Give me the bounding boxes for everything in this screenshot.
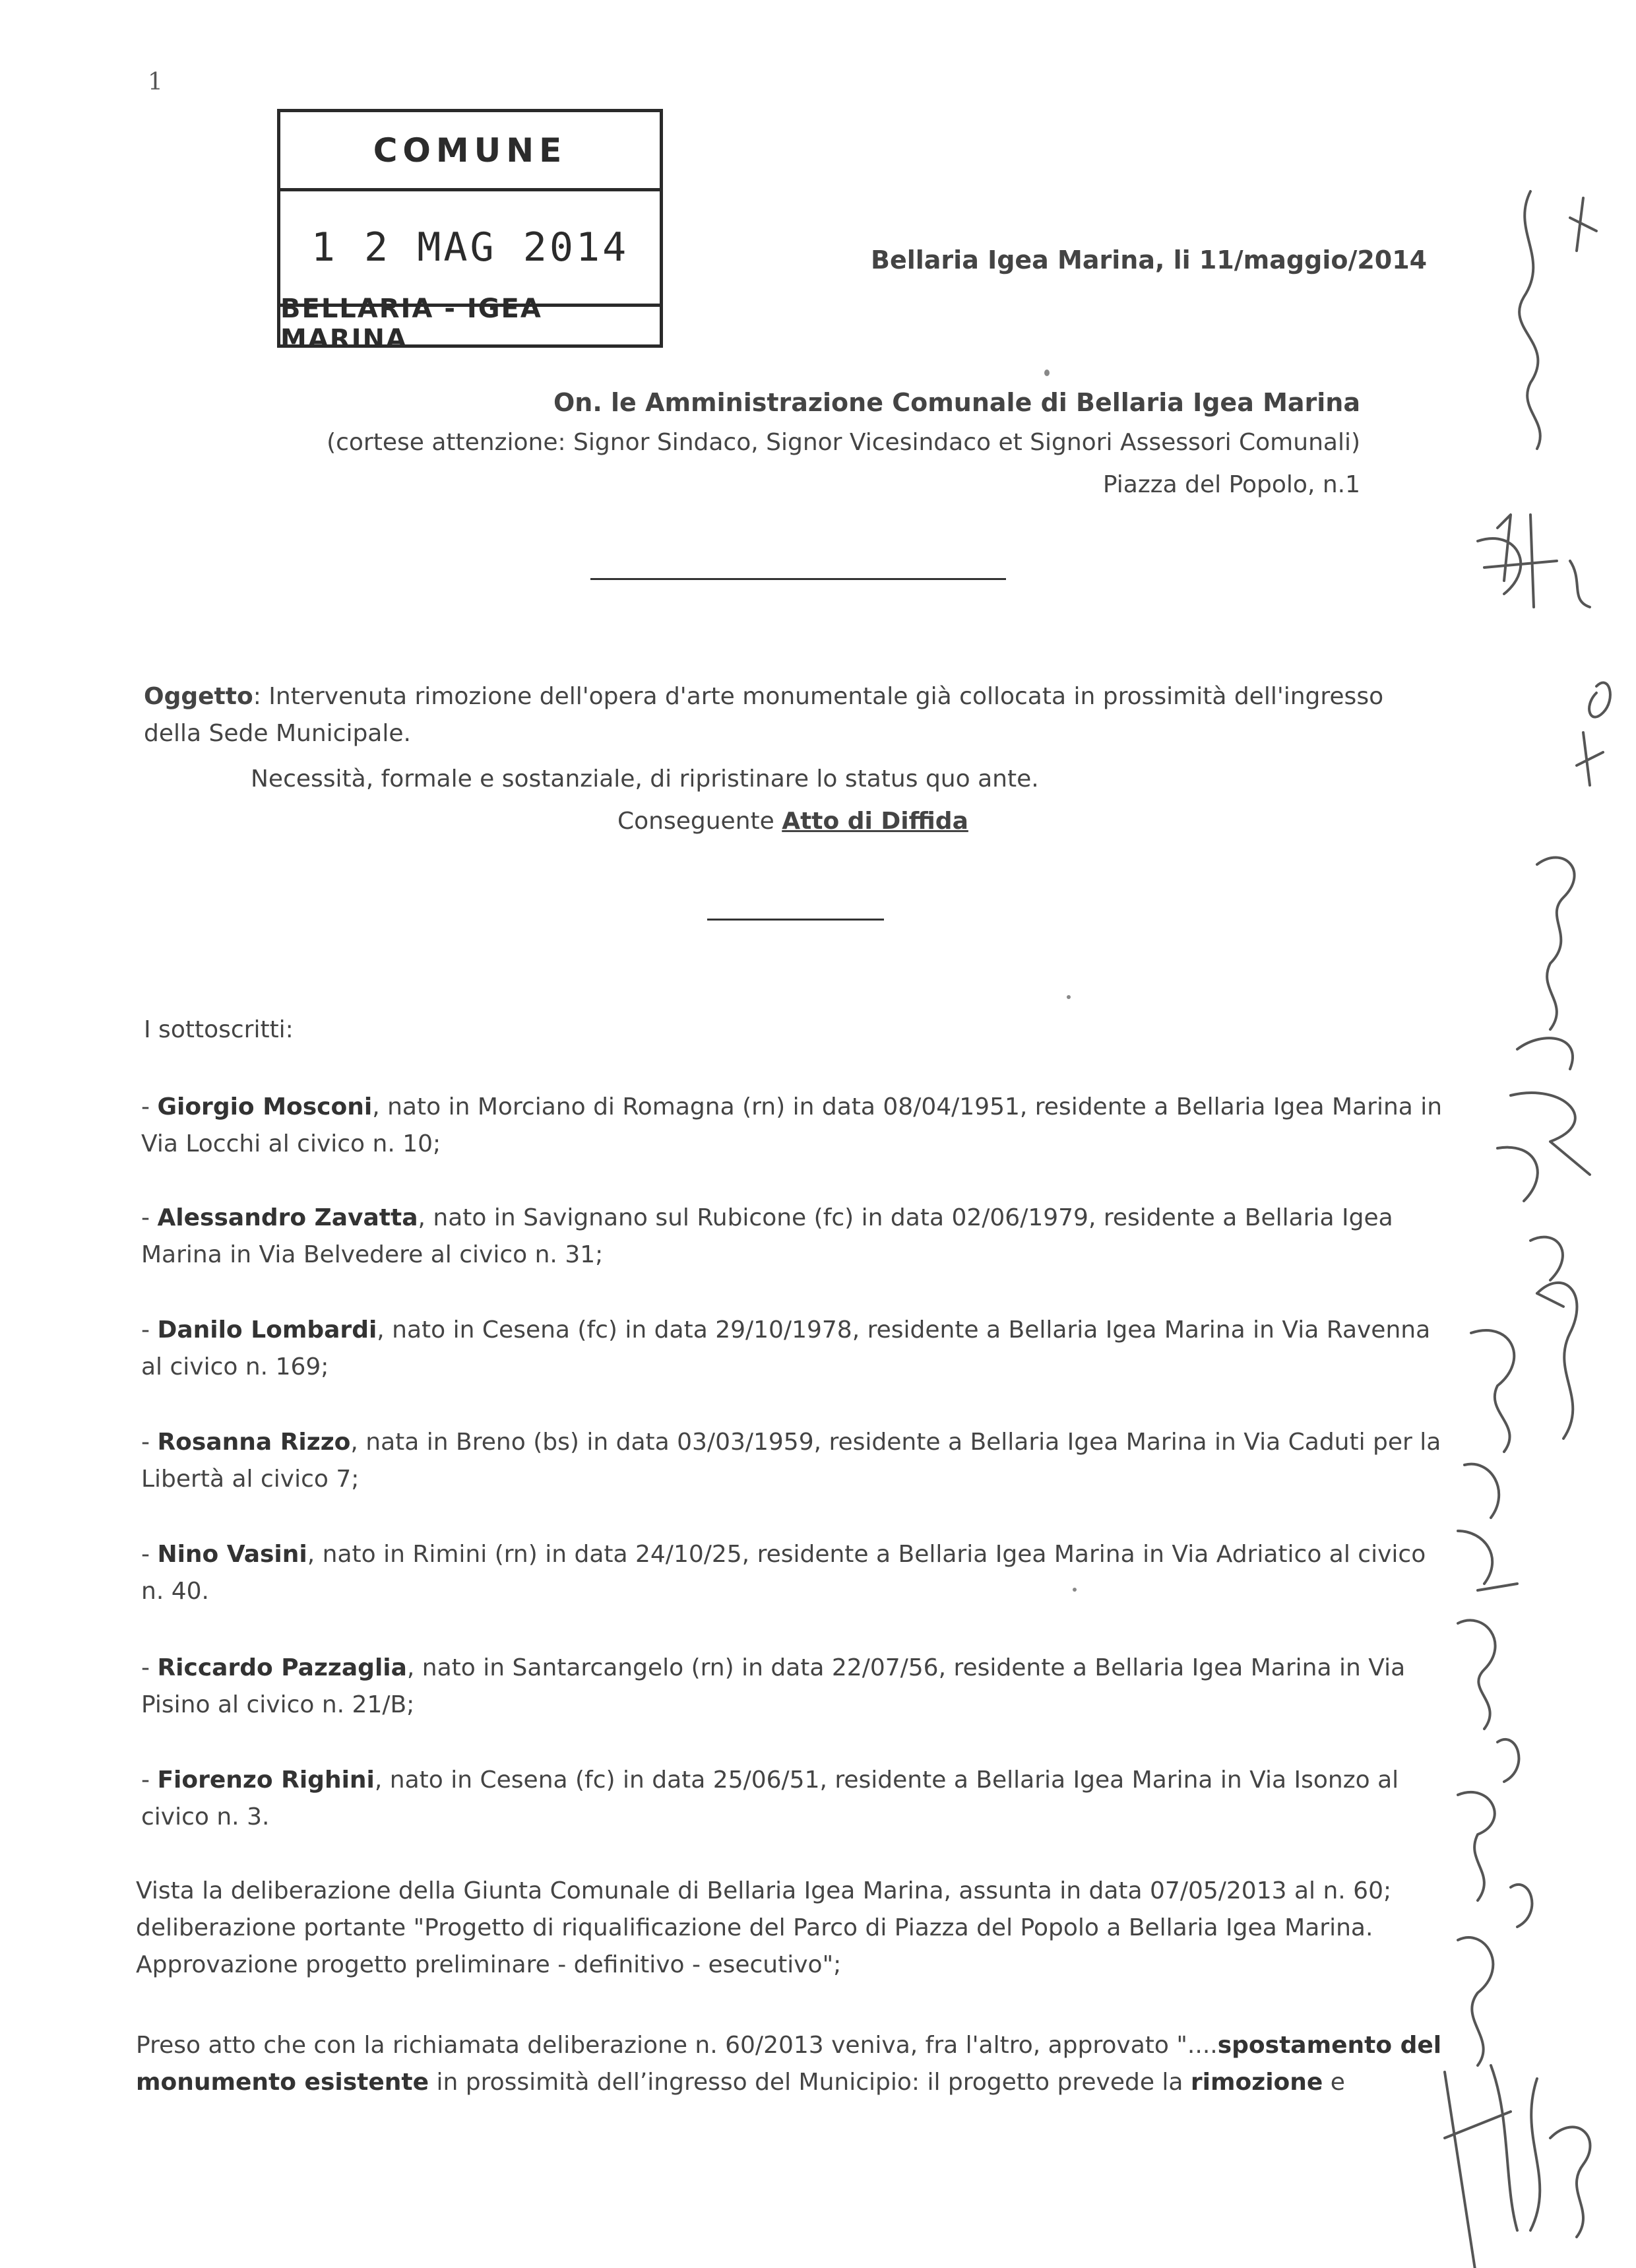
- signatory-item: - Nino Vasini, nato in Rimini (rn) in data 24/10/25, residente a Bellaria Igea Marina in Via Adriatico al civico n. 40.: [141, 1541, 1426, 1605]
- signatory-details: , nato in Santarcangelo (rn) in data 22/07/56, residente a Bellaria Igea Marina in Via Pisino al civico n. 21/B;: [141, 1654, 1406, 1718]
- scan-speck: [1067, 995, 1071, 999]
- handwritten-signatures: [1418, 172, 1636, 2268]
- subject-diffida: Atto di Diffida: [782, 808, 968, 835]
- separator-rule-short: [707, 919, 884, 921]
- signatory-item: - Danilo Lombardi, nato in Cesena (fc) in data 29/10/1978, residente a Bellaria Igea Marina in Via Ravenna al civico n. 169;: [141, 1316, 1431, 1380]
- signatory-item: - Giorgio Mosconi, nato in Morciano di Romagna (rn) in data 08/04/1951, residente a Bellaria Igea Marina in Via Locchi al civico n. 10;: [141, 1093, 1443, 1157]
- separator-rule: [590, 578, 1006, 580]
- stamp-line-comune: COMUNE: [280, 112, 660, 191]
- signatory-item: - Riccardo Pazzaglia, nato in Santarcangelo (rn) in data 22/07/56, residente a Bellaria Igea Marina in Via Pisino al civico n. 21/B;: [141, 1654, 1406, 1718]
- signatory-details: , nato in Morciano di Romagna (rn) in data 08/04/1951, residente a Bellaria Igea Marina in Via Locchi al civico n. 10;: [141, 1093, 1443, 1157]
- stamp-date: 1 2 MAG 2014: [280, 191, 660, 307]
- signatory-item: - Alessandro Zavatta, nato in Savignano sul Rubicone (fc) in data 02/06/1979, residente a Bellaria Igea Marina in Via Belvedere al civico n. 31;: [141, 1204, 1393, 1268]
- dateline: Bellaria Igea Marina, li 11/maggio/2014: [871, 245, 1428, 275]
- subject-block: [144, 678, 1437, 752]
- signatory-details: , nata in Breno (bs) in data 03/03/1959, residente a Bellaria Igea Marina in Via Caduti per la Libertà al civico 7;: [141, 1429, 1441, 1493]
- signatory-details: , nato in Savignano sul Rubicone (fc) in data 02/06/1979, residente a Bellaria Igea Marina in Via Belvedere al civico n. 31;: [141, 1204, 1393, 1268]
- signatory-name: Riccardo Pazzaglia: [157, 1654, 407, 1681]
- paragraph-text: in prossimità dell’ingresso del Municipio: il progetto prevede la: [429, 2069, 1191, 2096]
- protocol-stamp: [277, 109, 663, 354]
- signatory-name: Rosanna Rizzo: [157, 1429, 351, 1456]
- scan-speck: [1044, 370, 1050, 376]
- signatory-details: , nato in Cesena (fc) in data 25/06/51, residente a Bellaria Igea Marina in Via Isonzo al civico n. 3.: [141, 1766, 1399, 1831]
- paragraph-deliberation: Vista la deliberazione della Giunta Comunale di Bellaria Igea Marina, assunta in data 07/05/2013 al n. 60; deliberazione portante "Progetto di riqualificazione del Parco di Piazza del Popolo a Bellaria Igea Marina. Approvazione progetto preliminare - definitivo - esecutivo";: [136, 1877, 1392, 1978]
- signatory-name: Alessandro Zavatta: [157, 1204, 418, 1231]
- page-number: 1: [148, 69, 163, 96]
- recipient-line-3: Piazza del Popolo, n.1: [1102, 471, 1360, 498]
- subject-label: Oggetto: [144, 683, 253, 710]
- signatory-name: Nino Vasini: [157, 1541, 307, 1568]
- paragraph-emphasis: spostamento del monumento esistente: [136, 2032, 1442, 2096]
- intro-text: I sottoscritti:: [144, 1016, 294, 1043]
- paragraph-preso-atto: [136, 2027, 1442, 2101]
- scan-speck: [1073, 1588, 1077, 1592]
- recipient-line-2: (cortese attenzione: Signor Sindaco, Signor Vicesindaco et Signori Assessori Comunali): [327, 429, 1360, 456]
- signatory-item: - Rosanna Rizzo, nata in Breno (bs) in data 03/03/1959, residente a Bellaria Igea Marina in Via Caduti per la Libertà al civico 7;: [141, 1429, 1441, 1493]
- subject-line-3: [617, 808, 968, 835]
- paragraph-text: e: [1323, 2069, 1345, 2096]
- paragraph-emphasis: rimozione: [1190, 2069, 1323, 2096]
- signatory-name: Fiorenzo Righini: [157, 1766, 375, 1794]
- signatory-name: Danilo Lombardi: [157, 1316, 377, 1344]
- subject-line-2: Necessità, formale e sostanziale, di ripristinare lo status quo ante.: [251, 765, 1039, 793]
- recipient-line-1: On. le Amministrazione Comunale di Bellaria Igea Marina: [553, 388, 1360, 417]
- subject-text: : Intervenuta rimozione dell'opera d'arte monumentale già collocata in prossimità dell'ingresso della Sede Municipale.: [144, 683, 1384, 747]
- signatory-name: Giorgio Mosconi: [157, 1093, 373, 1120]
- stamp-municipality: BELLARIA - IGEA MARINA: [280, 294, 542, 354]
- signatory-details: , nato in Rimini (rn) in data 24/10/25, residente a Bellaria Igea Marina in Via Adriatico al civico n. 40.: [141, 1541, 1426, 1605]
- paragraph-text: Preso atto che con la richiamata deliberazione n. 60/2013 veniva, fra l'altro, approvato "....: [136, 2032, 1218, 2059]
- subject-line-3-prefix: Conseguente: [617, 808, 782, 835]
- signatory-item: - Fiorenzo Righini, nato in Cesena (fc) in data 25/06/51, residente a Bellaria Igea Marina in Via Isonzo al civico n. 3.: [141, 1766, 1399, 1831]
- signatory-details: , nato in Cesena (fc) in data 29/10/1978, residente a Bellaria Igea Marina in Via Ravenna al civico n. 169;: [141, 1316, 1431, 1380]
